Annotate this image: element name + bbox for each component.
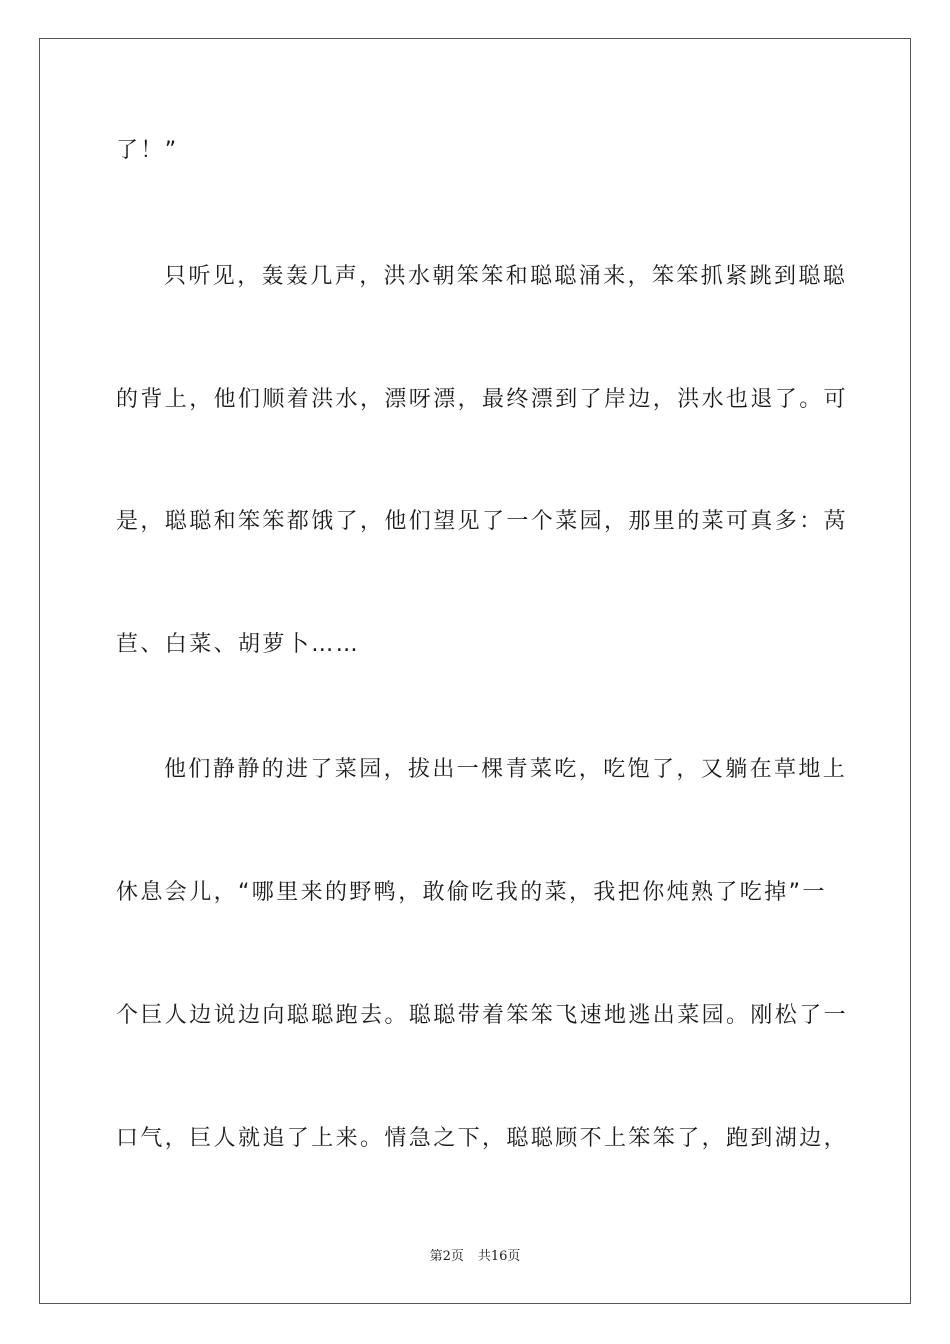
text-line: 口气，巨人就追了上来。情急之下，聪聪顾不上笨笨了，跑到湖边， xyxy=(116,1126,849,1151)
text-line: 了！” xyxy=(116,138,179,163)
text-line: 的背上，他们顺着洪水，漂呀漂，最终漂到了岸边，洪水也退了。可 xyxy=(116,387,849,412)
page-border xyxy=(39,38,911,1304)
paragraph-start-line: 只听见，轰轰几声，洪水朝笨笨和聪聪涌来，笨笨抓紧跳到聪聪 xyxy=(164,264,848,289)
text-line: 是，聪聪和笨笨都饿了，他们望见了一个菜园，那里的菜可真多：莴 xyxy=(116,509,849,534)
page-footer xyxy=(0,1248,950,1266)
text-line: 个巨人边说边向聪聪跑去。聪聪带着笨笨飞速地逃出菜园。刚松了一 xyxy=(116,1003,849,1028)
text-line: 苣、白菜、胡萝卜…… xyxy=(116,632,361,657)
page-total: 共16页 xyxy=(477,1249,521,1264)
paragraph-start-line: 他们静静的进了菜园，拔出一棵青菜吃，吃饱了，又躺在草地上 xyxy=(164,757,848,782)
page-number: 第2页 xyxy=(429,1249,464,1264)
text-line: 休息会儿，“哪里来的野鸭，敢偷吃我的菜，我把你炖熟了吃掉”一 xyxy=(116,880,827,905)
